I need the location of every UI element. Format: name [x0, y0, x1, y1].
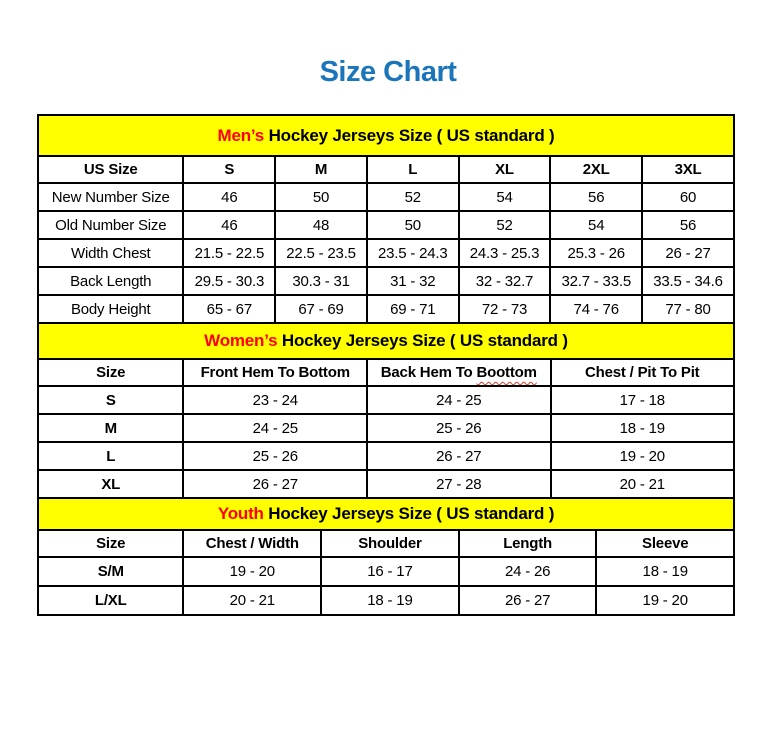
row-label: Old Number Size: [38, 211, 183, 239]
size-value-cell: 19 - 20: [183, 557, 321, 586]
womens-size-table: [37, 322, 735, 499]
size-value-cell: 25 - 26: [183, 442, 367, 470]
youth-col-header: Length: [459, 530, 597, 557]
youth-title-rest: Hockey Jerseys Size ( US standard ): [263, 504, 555, 523]
size-value-cell: 17 - 18: [551, 386, 734, 414]
row-label: New Number Size: [38, 183, 183, 211]
mens-col-header: L: [367, 156, 459, 183]
size-value-cell: 16 - 17: [321, 557, 459, 586]
size-value-cell: 50: [275, 183, 367, 211]
mens-col-header: XL: [459, 156, 551, 183]
size-value-cell: 56: [642, 211, 734, 239]
youth-section-band: [38, 498, 734, 530]
size-value-cell: 65 - 67: [183, 295, 275, 323]
mens-col-header: M: [275, 156, 367, 183]
mens-col-header: 3XL: [642, 156, 734, 183]
mens-col-header: US Size: [38, 156, 183, 183]
youth-col-header: Shoulder: [321, 530, 459, 557]
row-label: Back Length: [38, 267, 183, 295]
size-value-cell: 19 - 20: [551, 442, 734, 470]
size-value-cell: 31 - 32: [367, 267, 459, 295]
size-value-cell: 32 - 32.7: [459, 267, 551, 295]
womens-title-rest: Hockey Jerseys Size ( US standard ): [277, 331, 568, 350]
size-chart-tables: [37, 114, 735, 616]
size-value-cell: 18 - 19: [321, 586, 459, 615]
womens-col-header: Size: [38, 359, 183, 386]
row-label: Body Height: [38, 295, 183, 323]
size-value-cell: 26 - 27: [183, 470, 367, 498]
size-value-cell: 23.5 - 24.3: [367, 239, 459, 267]
mens-col-header: 2XL: [550, 156, 642, 183]
mens-title-rest: Hockey Jerseys Size ( US standard ): [264, 125, 555, 145]
table-row: [38, 267, 734, 295]
size-value-cell: 33.5 - 34.6: [642, 267, 734, 295]
mens-section-band: [38, 115, 734, 156]
size-value-cell: 77 - 80: [642, 295, 734, 323]
size-value-cell: 54: [550, 211, 642, 239]
back-hem-label-prefix: Back Hem To: [380, 364, 477, 381]
table-row: [38, 414, 734, 442]
size-value-cell: 20 - 21: [183, 586, 321, 615]
youth-header-row: [38, 530, 734, 557]
womens-section-title: [38, 323, 734, 359]
size-value-cell: 24 - 25: [183, 414, 367, 442]
womens-col-header: Front Hem To Bottom: [183, 359, 367, 386]
size-value-cell: 74 - 76: [550, 295, 642, 323]
size-value-cell: 32.7 - 33.5: [550, 267, 642, 295]
size-value-cell: 29.5 - 30.3: [183, 267, 275, 295]
row-label: S: [38, 386, 183, 414]
womens-col-header: Chest / Pit To Pit: [551, 359, 734, 386]
youth-title-highlight: Youth: [217, 504, 264, 523]
table-row: [38, 295, 734, 323]
size-value-cell: 56: [550, 183, 642, 211]
table-row: [38, 239, 734, 267]
youth-col-header: Size: [38, 530, 183, 557]
row-label: XL: [38, 470, 183, 498]
size-value-cell: 19 - 20: [596, 586, 734, 615]
size-value-cell: 20 - 21: [551, 470, 734, 498]
table-row: [38, 211, 734, 239]
spellcheck-flagged-word: Boottom: [476, 364, 537, 381]
size-value-cell: 52: [367, 183, 459, 211]
size-value-cell: 46: [183, 211, 275, 239]
size-value-cell: 52: [459, 211, 551, 239]
size-value-cell: 46: [183, 183, 275, 211]
size-value-cell: 26 - 27: [367, 442, 551, 470]
row-label: L/XL: [38, 586, 183, 615]
mens-col-header: S: [183, 156, 275, 183]
womens-header-row: [38, 359, 734, 386]
row-label: M: [38, 414, 183, 442]
size-value-cell: 48: [275, 211, 367, 239]
size-value-cell: 24 - 25: [367, 386, 551, 414]
size-value-cell: 18 - 19: [596, 557, 734, 586]
mens-size-table: [37, 114, 735, 324]
size-value-cell: 25 - 26: [367, 414, 551, 442]
youth-size-table: [37, 497, 735, 616]
size-value-cell: 24 - 26: [459, 557, 597, 586]
row-label: Width Chest: [38, 239, 183, 267]
womens-title-highlight: Women’s: [204, 331, 278, 350]
mens-header-row: [38, 156, 734, 183]
size-value-cell: 21.5 - 22.5: [183, 239, 275, 267]
row-label: L: [38, 442, 183, 470]
youth-col-header: Sleeve: [596, 530, 734, 557]
table-row: [38, 470, 734, 498]
womens-section-band: [38, 323, 734, 359]
table-row: [38, 183, 734, 211]
table-row: [38, 586, 734, 615]
size-value-cell: 72 - 73: [459, 295, 551, 323]
table-row: [38, 386, 734, 414]
mens-section-title: [38, 115, 734, 156]
youth-section-title: [38, 498, 734, 530]
size-value-cell: 69 - 71: [367, 295, 459, 323]
size-value-cell: 26 - 27: [459, 586, 597, 615]
size-value-cell: 22.5 - 23.5: [275, 239, 367, 267]
size-value-cell: 18 - 19: [551, 414, 734, 442]
mens-title-highlight: Men’s: [217, 125, 265, 145]
size-value-cell: 50: [367, 211, 459, 239]
table-row: [38, 442, 734, 470]
size-value-cell: 25.3 - 26: [550, 239, 642, 267]
size-value-cell: 24.3 - 25.3: [459, 239, 551, 267]
page-title: Size Chart: [319, 56, 457, 88]
size-value-cell: 30.3 - 31: [275, 267, 367, 295]
size-value-cell: 67 - 69: [275, 295, 367, 323]
size-value-cell: 54: [459, 183, 551, 211]
size-value-cell: 60: [642, 183, 734, 211]
youth-col-header: Chest / Width: [183, 530, 321, 557]
size-value-cell: 26 - 27: [642, 239, 734, 267]
womens-col-header: [367, 359, 551, 386]
table-row: [38, 557, 734, 586]
size-value-cell: 27 - 28: [367, 470, 551, 498]
size-value-cell: 23 - 24: [183, 386, 367, 414]
row-label: S/M: [38, 557, 183, 586]
